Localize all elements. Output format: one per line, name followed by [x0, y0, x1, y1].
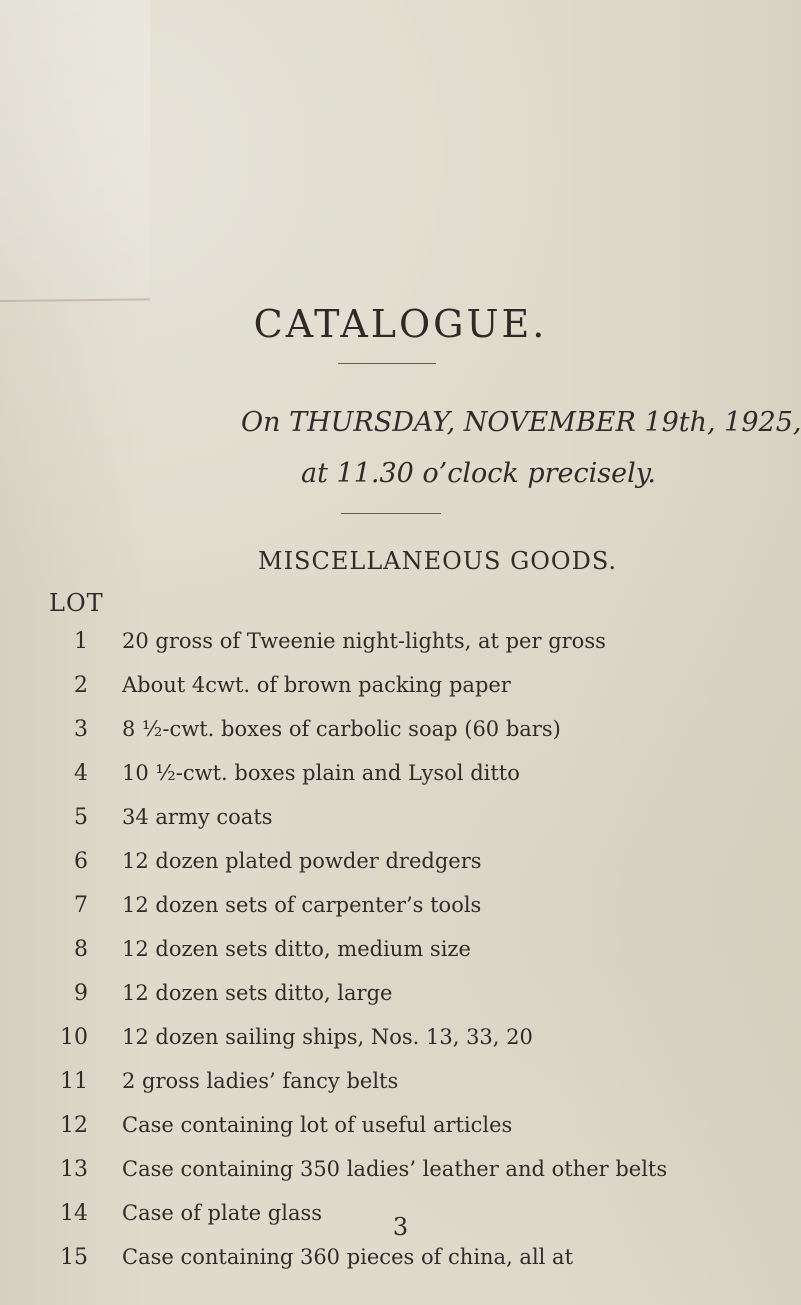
- list-item: [0, 761, 801, 805]
- list-item: [0, 805, 801, 849]
- lot-column-header: LOT: [49, 589, 104, 617]
- lot-description: 10 ½-cwt. boxes plain and Lysol ditto: [122, 761, 520, 785]
- lot-description: 2 gross ladies’ fancy belts: [122, 1069, 399, 1093]
- catalogue-title: CATALOGUE.: [253, 302, 548, 346]
- paper-fold: [0, 0, 150, 302]
- list-item: [0, 981, 801, 1025]
- lot-description: 12 dozen sets ditto, medium size: [122, 937, 471, 961]
- lot-description: 8 ½-cwt. boxes of carbolic soap (60 bars): [122, 717, 561, 741]
- list-item: [0, 1113, 801, 1157]
- lot-number: 4: [74, 761, 88, 786]
- lot-number: 10: [60, 1025, 88, 1050]
- lot-description: About 4cwt. of brown packing paper: [122, 673, 511, 697]
- lot-number: 7: [74, 893, 88, 918]
- lot-description: 12 dozen sets of carpenter’s tools: [122, 893, 482, 917]
- lot-number: 12: [60, 1113, 88, 1138]
- lot-number: 5: [74, 805, 88, 830]
- lot-number: 1: [74, 629, 88, 654]
- list-item: [0, 1157, 801, 1201]
- sale-date: On THURSDAY, NOVEMBER 19th, 1925,: [241, 407, 801, 438]
- lot-description: 34 army coats: [122, 805, 273, 829]
- lot-number: 11: [60, 1069, 88, 1094]
- list-item: [0, 673, 801, 717]
- lot-number: 3: [74, 717, 88, 742]
- lot-description: Case containing lot of useful articles: [122, 1113, 513, 1137]
- lot-number: 14: [60, 1201, 88, 1226]
- list-item: [0, 849, 801, 893]
- lot-number: 2: [74, 673, 88, 698]
- lot-number: 6: [74, 849, 88, 874]
- list-item: [0, 1245, 801, 1289]
- list-item: [0, 717, 801, 761]
- lot-description: 20 gross of Tweenie night-lights, at per gross: [122, 629, 606, 653]
- list-item: [0, 1025, 801, 1069]
- section-title: MISCELLANEOUS GOODS.: [258, 547, 618, 575]
- title-divider: [338, 363, 436, 364]
- lot-description: 12 dozen sailing ships, Nos. 13, 33, 20: [122, 1025, 533, 1049]
- lot-number: 15: [60, 1245, 88, 1270]
- lot-description: 12 dozen sets ditto, large: [122, 981, 393, 1005]
- list-item: [0, 629, 801, 673]
- list-item: [0, 1069, 801, 1113]
- lot-description: Case containing 360 pieces of china, all at: [122, 1245, 574, 1269]
- page-number: 3: [392, 1213, 409, 1241]
- lot-number: 9: [74, 981, 88, 1006]
- date-divider: [341, 513, 441, 514]
- list-item: [0, 893, 801, 937]
- lot-description: Case of plate glass: [122, 1201, 323, 1225]
- sale-time: at 11.30 o’clock precisely.: [301, 458, 656, 489]
- lot-description: 12 dozen plated powder dredgers: [122, 849, 482, 873]
- lot-description: Case containing 350 ladies’ leather and other belts: [122, 1157, 668, 1181]
- list-item: [0, 937, 801, 981]
- lot-number: 8: [74, 937, 88, 962]
- lot-number: 13: [60, 1157, 88, 1182]
